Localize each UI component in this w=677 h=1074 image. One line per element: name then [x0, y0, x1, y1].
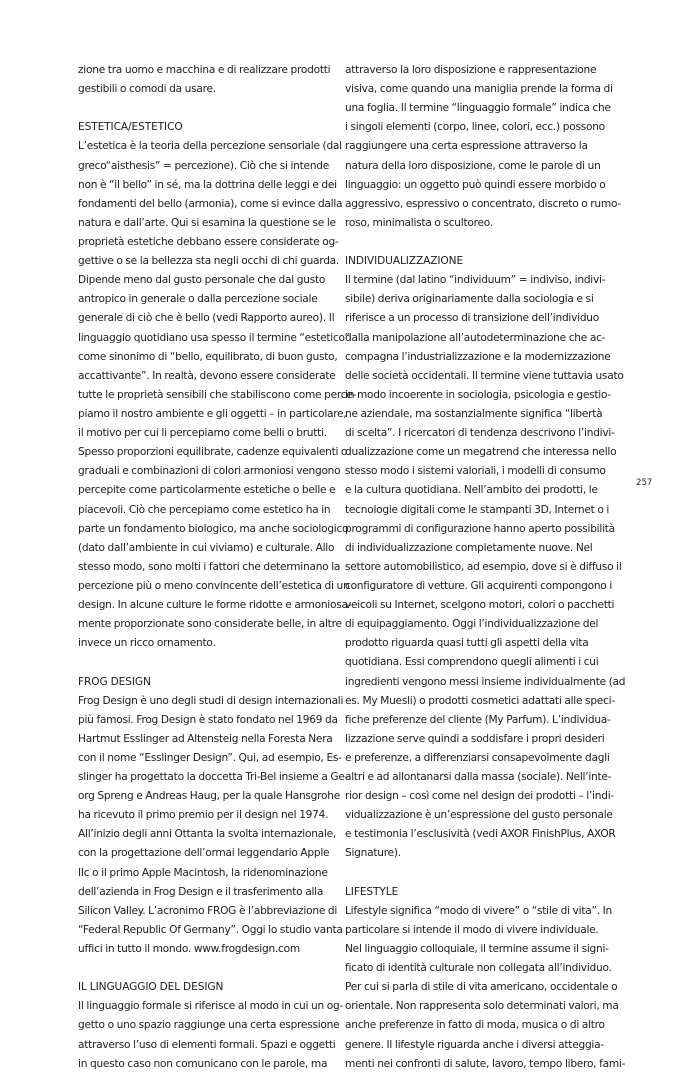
text-line: in modo incoerente in sociologia, psicologia e gestio- [345, 388, 611, 401]
paragraph-spacer [78, 99, 340, 118]
text-line: delle società occidentali. Il termine viene tuttavia usato [345, 369, 624, 382]
text-line: linguaggio: un oggetto può quindi essere morbido o [345, 178, 606, 191]
text-line: non è “il bello” in sé, ma la dottrina delle leggi e dei [78, 178, 337, 191]
text-line: fondamenti del bello (armonia), come si evince dalla [78, 197, 343, 210]
text-line: dualizzazione come un megatrend che interessa nello [345, 446, 617, 459]
text-line: e la cultura quotidiana. Nell’ambito dei prodotti, le [345, 484, 598, 497]
text-line: anche preferenze in fatto di moda, musica o di altro [345, 1019, 605, 1032]
text-line: generale di ciò che è bello (vedi Rapporto aureo). Il [78, 312, 335, 325]
text-line: con la progettazione dell’ormai leggendario Apple [78, 847, 330, 860]
text-line: una foglia. Il termine “linguaggio formale” indica che [345, 102, 611, 115]
paragraph-spacer [78, 653, 340, 672]
text-line: tecnologie digitali come le stampanti 3D, Internet o i [345, 503, 610, 516]
entry-body-individualizzazione [345, 271, 626, 863]
text-line: roso, minimalista o scultoreo. [345, 216, 493, 229]
entry-individualizzazione [345, 252, 626, 864]
text-line: compagna l’industrializzazione e la modernizzazione [345, 350, 611, 363]
text-line: di individualizzazione completamente nuove. Nel [345, 541, 593, 554]
text-line: e testimonia l’esclusività (vedi AXOR FinishPlus, AXOR [345, 828, 616, 841]
text-line: Dipende meno dal gusto personale che dal gusto [78, 274, 326, 287]
text-line: antropico in generale o dalla percezione sociale [78, 293, 318, 306]
text-line: Per cui si parla di stile di vita americano, occidentale o [345, 981, 618, 994]
text-line: org Spreng e Andreas Haug, per la quale Hansgrohe [78, 790, 340, 803]
text-line: rior design – così come nel design dei prodotti – l’indi- [345, 790, 614, 803]
text-line: programmi di configurazione hanno aperto possibilità [345, 522, 615, 535]
entry-body-frog-design [78, 692, 349, 960]
paragraph-spacer [345, 864, 607, 883]
text-line: lizzazione serve quindi a soddisfare i propri desideri [345, 732, 605, 745]
entry-heading-lifestyle: LIFESTYLE [345, 885, 399, 898]
text-line: dell’azienda in Frog Design e il trasferimento alla [78, 885, 324, 898]
text-line: vidualizzazione è un’espressione del gusto personale [345, 809, 613, 822]
entry-heading-frog-design: FROG DESIGN [78, 675, 151, 688]
text-line: All’inizio degli anni Ottanta la svolta internazionale, [78, 828, 336, 841]
text-line: aggressivo, espressivo o concentrato, discreto o rumo- [345, 197, 621, 210]
text-line: “Federal Republic Of Germany”. Oggi lo studio vanta [78, 923, 343, 936]
text-line: prodotto riguarda quasi tutti gli aspetti della vita [345, 637, 589, 650]
text-line: percezione più o meno convincente dell’estetica di un [78, 579, 350, 592]
paragraph-spacer [78, 959, 340, 978]
text-line: genere. Il lifestyle riguarda anche i diversi atteggia- [345, 1038, 604, 1051]
text-line: Il termine (dal latino “individuum” = indiviso, indivi- [345, 274, 606, 287]
text-line: linguaggio quotidiano usa spesso il termine “estetico” [78, 331, 350, 344]
text-line: accattivante”. In realtà, devono essere considerate [78, 369, 336, 382]
text-line: menti nei confronti di salute, lavoro, tempo libero, fami- [345, 1057, 626, 1070]
text-line: di equipaggiamento. Oggi l’individualizzazione del [345, 618, 599, 631]
entry-frog-design [78, 673, 349, 960]
text-line: fiche preferenze del cliente (My Parfum). L’individua- [345, 713, 611, 726]
text-line: slinger ha progettato la doccetta Tri-Bel insieme a Ge- [78, 771, 349, 784]
text-line: proprietà estetiche debbano essere considerate og- [78, 235, 339, 248]
text-line: es. My Muesli) o prodotti cosmetici adattati alle speci- [345, 694, 615, 707]
text-line: percepite come particolarmente estetiche o belle e [78, 484, 336, 497]
page-number: 257 [636, 478, 653, 488]
text-line: quotidiana. Essi comprendono quegli alimenti i cui [345, 656, 599, 669]
text-line: invece un ricco ornamento. [78, 637, 216, 650]
text-line: configuratore di vetture. Gli acquirenti compongono i [345, 579, 613, 592]
text-line: Lifestyle significa “modo di vivere” o “stile di vita”. In [345, 904, 612, 917]
text-line: natura della loro disposizione, come le parole di un [345, 159, 601, 172]
left-column [78, 61, 357, 1074]
text-line: L’estetica è la teoria della percezione sensoriale (dal [78, 140, 342, 153]
text-line: Signature). [345, 847, 401, 860]
entry-heading-individualizzazione: INDIVIDUALIZZAZIONE [345, 255, 464, 268]
text-line: greco“aisthesis” = percezione). Ciò che si intende [78, 159, 330, 172]
text-line: getto o uno spazio raggiunge una certa espressione [78, 1019, 340, 1032]
entry-body-linguaggio [78, 997, 344, 1073]
entry-body-estetica [78, 137, 357, 653]
text-line: Il linguaggio formale si riferisce al modo in cui un og- [78, 1000, 344, 1013]
entry-estetica [78, 118, 357, 653]
text-line: visiva, come quando una maniglia prende la forma di [345, 83, 613, 96]
paragraph-spacer [345, 233, 607, 252]
text-line: piamo il nostro ambiente e gli oggetti – in particolare, [78, 407, 347, 420]
text-line: Silicon Valley. L’acronimo FROG è l’abbreviazione di [78, 904, 338, 917]
text-line: (dato dall’ambiente in cui viviamo) e culturale. Allo [78, 541, 335, 554]
entry-heading-linguaggio: IL LINGUAGGIO DEL DESIGN [78, 981, 224, 994]
text-line: ha ricevuto il primo premio per il design nel 1974. [78, 809, 329, 822]
text-line: sibile) deriva originariamente dalla sociologia e si [345, 293, 594, 306]
text-line: orientale. Non rappresenta solo determinati valori, ma [345, 1000, 619, 1013]
entry-body-linguaggio-continued [345, 61, 621, 233]
intro-continuation-paragraph [78, 61, 340, 99]
text-line: parte un fondamento biologico, ma anche sociologico [78, 522, 349, 535]
text-line: Frog Design è uno degli studi di design internazionali [78, 694, 344, 707]
text-line: uffici in tutto il mondo. www.frogdesign.com [78, 943, 300, 956]
text-line: con il nome “Esslinger Design”. Qui, ad esempio, Es- [78, 751, 342, 764]
text-line: natura e dall’arte. Qui si esamina la questione se le [78, 216, 336, 229]
text-line: stesso modo, sono molti i fattori che determinano la [78, 560, 341, 573]
text-line: stesso modo i sistemi valoriali, i modelli di consumo [345, 465, 606, 478]
text-line: di scelta”. I ricercatori di tendenza descrivono l’indivi- [345, 427, 615, 440]
entry-heading-estetica: ESTETICA/ESTETICO [78, 121, 183, 134]
text-line: attraverso la loro disposizione e rappresentazione [345, 64, 597, 76]
text-line: Spesso proporzioni equilibrate, cadenze equivalenti o [78, 446, 348, 459]
text-line: attraverso l’uso di elementi formali. Spazi e oggetti [78, 1038, 336, 1051]
text-line: graduali e combinazioni di colori armoniosi vengono [78, 465, 341, 478]
text-line: piacevoli. Ciò che percepiamo come estetico ha in [78, 503, 331, 516]
text-line: ingredienti vengono messi insieme individualmente (ad [345, 675, 626, 688]
text-line: altri e ad allontanarsi dalla massa (sociale). Nell’inte- [345, 771, 612, 784]
entry-lifestyle [345, 883, 626, 1074]
entry-linguaggio-del-design [78, 978, 344, 1074]
entry-body-lifestyle [345, 902, 626, 1074]
text-line: gettive o se la bellezza sta negli occhi di chi guarda. [78, 255, 340, 268]
text-line: ne aziendale, ma sostanzialmente significa “libertà [345, 407, 603, 420]
text-line: particolare si intende il modo di vivere individuale. [345, 923, 599, 936]
text-line: più famosi. Frog Design è stato fondato nel 1969 da [78, 713, 338, 726]
text-line: come sinonimo di “bello, equilibrato, di buon gusto, [78, 350, 338, 363]
text-line: il motivo per cui li percepiamo come belli o brutti. [78, 427, 327, 440]
text-line: i singoli elementi (corpo, linee, colori, ecc.) possono [345, 121, 605, 134]
text-line: ficato di identità culturale non collegata all’individuo. [345, 962, 612, 975]
text-line: IIc o il primo Apple Macintosh, la ridenominazione [78, 866, 328, 879]
text-line: Hartmut Esslinger ad Altensteig nella Foresta Nera [78, 732, 333, 745]
text-line: Nel linguaggio colloquiale, il termine assume il signi- [345, 943, 609, 956]
text-line: dalla manipolazione all’autodeterminazione che ac- [345, 331, 606, 344]
text-line: raggiungere una certa espressione attraverso la [345, 140, 588, 153]
text-line: riferisce a un processo di transizione dell’individuo [345, 312, 599, 325]
text-line: veicoli su Internet, scelgono motori, colori o pacchetti [345, 599, 615, 612]
text-line: e preferenze, a differenziarsi consapevolmente dagli [345, 751, 610, 764]
right-column [345, 61, 626, 1074]
text-line: in questo caso non comunicano con le parole, ma [78, 1057, 328, 1070]
text-line: settore automobilistico, ad esempio, dove si è diffuso il [345, 560, 622, 573]
text-line: mente proporzionate sono considerate belle, in altre [78, 618, 342, 631]
text-line: zione tra uomo e macchina e di realizzare prodotti [78, 64, 331, 76]
text-line: gestibili o comodi da usare. [78, 83, 216, 96]
text-line: tutte le proprietà sensibili che stabiliscono come perce- [78, 388, 357, 401]
text-line: design. In alcune culture le forme ridotte e armoniosa- [78, 599, 352, 612]
